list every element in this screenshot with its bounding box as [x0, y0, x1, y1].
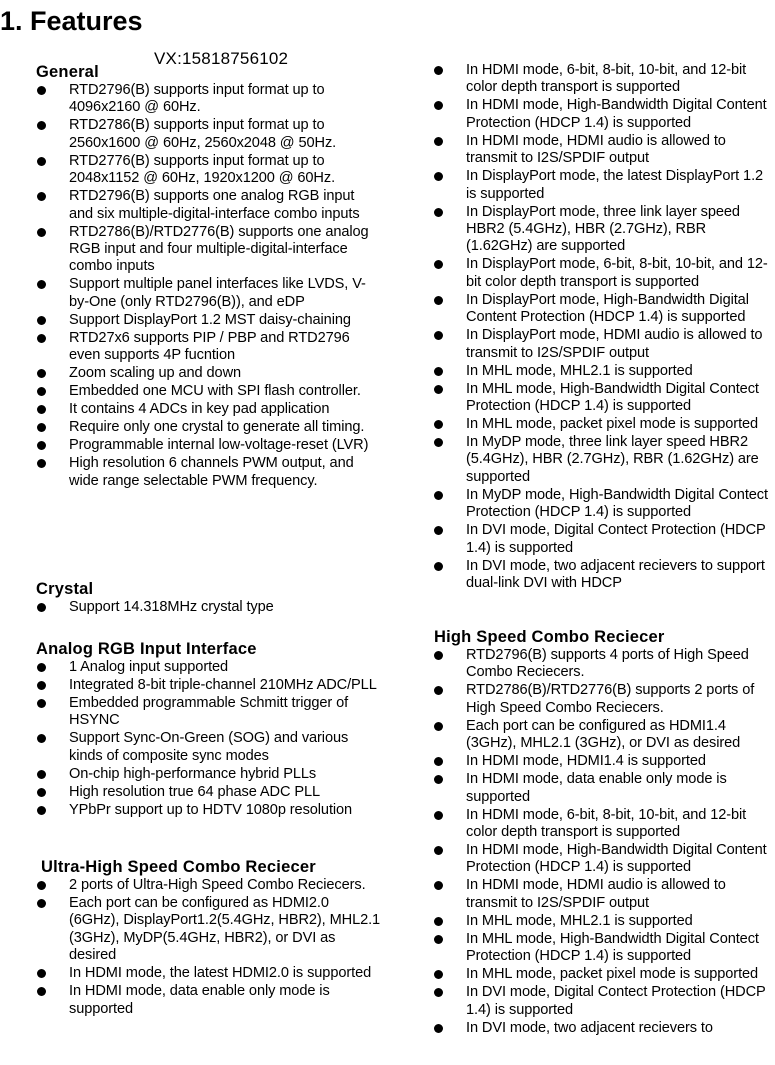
section-high-speed: [434, 627, 773, 1038]
section-heading: Ultra-High Speed Combo Reciecer: [41, 858, 316, 876]
section-crystal: [36, 579, 381, 617]
list-item: In MHL mode, MHL2.1 is supported: [433, 363, 773, 380]
list-item: In HDMI mode, 6-bit, 8-bit, 10-bit, and 12-bit color depth transport is supported: [433, 62, 773, 97]
list-item: 2 ports of Ultra-High Speed Combo Reciecers.: [36, 877, 381, 894]
watermark-text: VX:15818756102: [154, 49, 289, 68]
list-item: Support 14.318MHz crystal type: [36, 599, 381, 616]
feature-list: [433, 62, 773, 593]
list-item: In DisplayPort mode, High-Bandwidth Digital Content Protection (HDCP 1.4) is supported: [433, 292, 773, 327]
list-item: RTD2786(B)/RTD2776(B) supports one analog RGB input and four multiple-digital-interface combo inputs: [36, 224, 381, 276]
list-item: RTD2776(B) supports input format up to 2048x1152 @ 60Hz, 1920x1200 @ 60Hz.: [36, 153, 381, 188]
list-item: Programmable internal low-voltage-reset (LVR): [36, 437, 381, 454]
list-item: In HDMI mode, HDMI1.4 is supported: [433, 753, 773, 770]
list-item: In HDMI mode, the latest HDMI2.0 is supported: [36, 965, 381, 982]
list-item: In HDMI mode, HDMI audio is allowed to transmit to I2S/SPDIF output: [433, 877, 773, 912]
list-item: In DVI mode, Digital Contect Protection (HDCP 1.4) is supported: [433, 984, 773, 1019]
list-item: RTD2786(B) supports input format up to 2560x1600 @ 60Hz, 2560x2048 @ 50Hz.: [36, 117, 381, 152]
list-item: RTD2796(B) supports one analog RGB input and six multiple-digital-interface combo inputs: [36, 188, 381, 223]
section-heading: High Speed Combo Reciecer: [434, 628, 665, 646]
right-column: [433, 0, 773, 1065]
list-item: Embedded programmable Schmitt trigger of HSYNC: [36, 695, 381, 730]
list-item: RTD2796(B) supports input format up to 4096x2160 @ 60Hz.: [36, 82, 381, 117]
list-item: Zoom scaling up and down: [36, 365, 381, 382]
feature-list: [36, 599, 381, 616]
list-item: In DisplayPort mode, 6-bit, 8-bit, 10-bit, and 12-bit color depth transport is supported: [433, 256, 773, 291]
list-item: In HDMI mode, High-Bandwidth Digital Content Protection (HDCP 1.4) is supported: [433, 97, 773, 132]
list-item: Integrated 8-bit triple-channel 210MHz ADC/PLL: [36, 677, 381, 694]
section-heading: General: [36, 63, 99, 81]
list-item: In HDMI mode, data enable only mode is supported: [36, 983, 381, 1018]
list-item: RTD2786(B)/RTD2776(B) supports 2 ports of High Speed Combo Reciecers.: [433, 682, 773, 717]
feature-list: [36, 659, 381, 819]
list-item: Support multiple panel interfaces like LVDS, V-by-One (only RTD2796(B)), and eDP: [36, 276, 381, 311]
list-item: In MHL mode, High-Bandwidth Digital Contect Protection (HDCP 1.4) is supported: [433, 931, 773, 966]
list-item: In HDMI mode, 6-bit, 8-bit, 10-bit, and 12-bit color depth transport is supported: [433, 807, 773, 842]
list-item: In HDMI mode, HDMI audio is allowed to transmit to I2S/SPDIF output: [433, 133, 773, 168]
section-general: [36, 62, 381, 491]
list-item: It contains 4 ADCs in key pad application: [36, 401, 381, 418]
list-item: In DisplayPort mode, HDMI audio is allowed to transmit to I2S/SPDIF output: [433, 327, 773, 362]
list-item: Each port can be configured as HDMI2.0 (6GHz), DisplayPort1.2(5.4GHz, HBR2), MHL2.1 (3GHz), MyDP(5.4GHz, HBR2), or DVI as desired: [36, 895, 381, 965]
list-item: In MyDP mode, three link layer speed HBR2 (5.4GHz), HBR (2.7GHz), RBR (1.62GHz) are supported: [433, 434, 773, 486]
list-item: On-chip high-performance hybrid PLLs: [36, 766, 381, 783]
list-item: In DVI mode, two adjacent recievers to: [433, 1020, 773, 1037]
list-item: RTD2796(B) supports 4 ports of High Speed Combo Reciecers.: [433, 647, 773, 682]
list-item: High resolution 6 channels PWM output, and wide range selectable PWM frequency.: [36, 455, 381, 490]
feature-list: [36, 877, 381, 1018]
left-column: [36, 0, 381, 1065]
list-item: RTD27x6 supports PIP / PBP and RTD2796 even supports 4P fucntion: [36, 330, 381, 365]
list-item: In MHL mode, packet pixel mode is supported: [433, 416, 773, 433]
section-heading: Crystal: [36, 580, 94, 598]
list-item: Support DisplayPort 1.2 MST daisy-chaining: [36, 312, 381, 329]
list-item: High resolution true 64 phase ADC PLL: [36, 784, 381, 801]
list-item: In DVI mode, Digital Contect Protection (HDCP 1.4) is supported: [433, 522, 773, 557]
section-heading: Analog RGB Input Interface: [36, 640, 257, 658]
list-item: In MHL mode, MHL2.1 is supported: [433, 913, 773, 930]
list-item: Require only one crystal to generate all timing.: [36, 419, 381, 436]
list-item: 1 Analog input supported: [36, 659, 381, 676]
list-item: In MHL mode, High-Bandwidth Digital Contect Protection (HDCP 1.4) is supported: [433, 381, 773, 416]
list-item: In HDMI mode, data enable only mode is supported: [433, 771, 773, 806]
list-item: Embedded one MCU with SPI flash controller.: [36, 383, 381, 400]
page-title: 1. Features: [0, 6, 143, 36]
list-item: YPbPr support up to HDTV 1080p resolution: [36, 802, 381, 819]
section-analog-rgb: [36, 639, 381, 820]
section-ultra-high-speed: [41, 857, 381, 1019]
list-item: In HDMI mode, High-Bandwidth Digital Content Protection (HDCP 1.4) is supported: [433, 842, 773, 877]
list-item: Each port can be configured as HDMI1.4 (3GHz), MHL2.1 (3GHz), or DVI as desired: [433, 718, 773, 753]
list-item: In DisplayPort mode, the latest DisplayPort 1.2 is supported: [433, 168, 773, 203]
list-item: Support Sync-On-Green (SOG) and various kinds of composite sync modes: [36, 730, 381, 765]
list-item: In DisplayPort mode, three link layer speed HBR2 (5.4GHz), HBR (2.7GHz), RBR (1.62GHz) are supported: [433, 204, 773, 256]
feature-list: [433, 647, 773, 1037]
list-item: In MHL mode, packet pixel mode is supported: [433, 966, 773, 983]
feature-list: [36, 82, 381, 490]
list-item: In DVI mode, two adjacent recievers to support dual-link DVI with HDCP: [433, 558, 773, 593]
list-item: In MyDP mode, High-Bandwidth Digital Contect Protection (HDCP 1.4) is supported: [433, 487, 773, 522]
section-continued: [433, 62, 773, 593]
